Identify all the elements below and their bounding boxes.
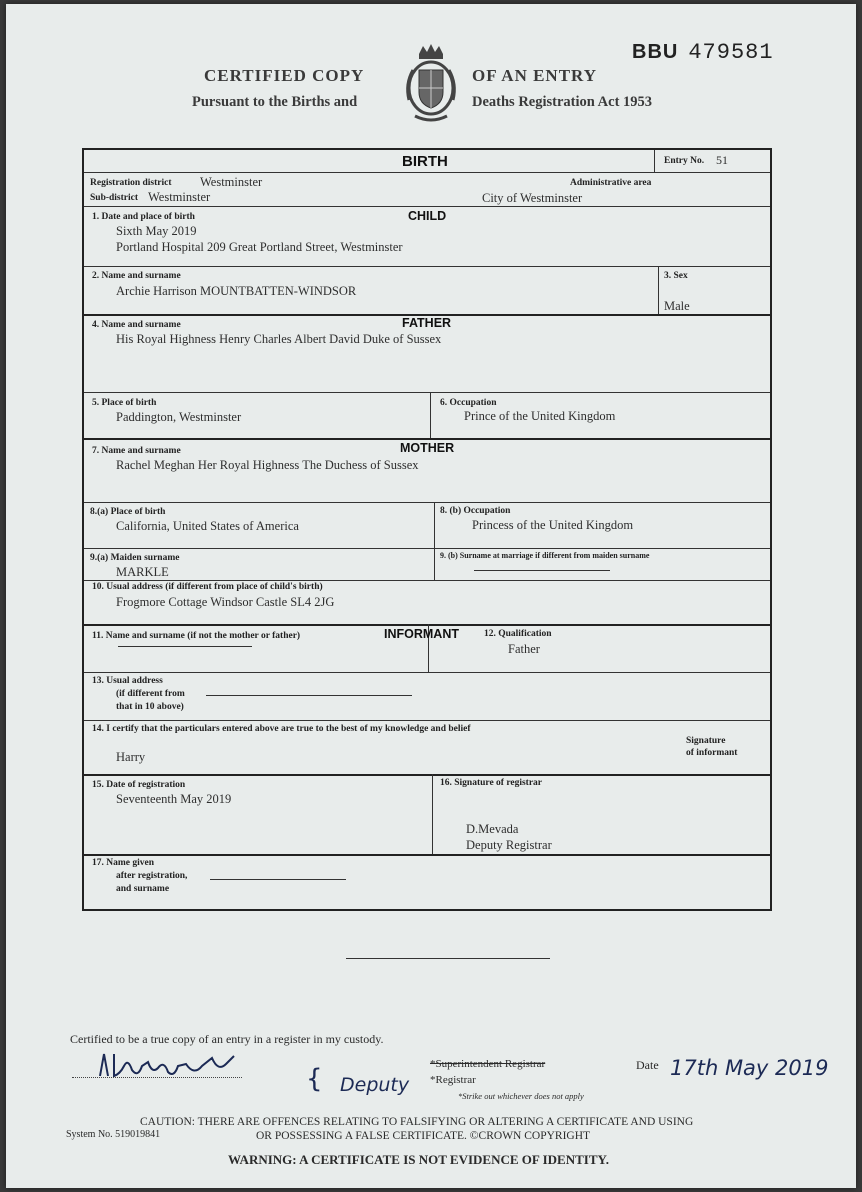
system-number: System No. 519019841 <box>66 1129 161 1140</box>
signature-informant-label-1: Signature <box>686 736 726 746</box>
field-17-label-2: after registration, <box>116 871 188 881</box>
caution-line-2: OR POSSESSING A FALSE CERTIFICATE. ©CROWN COPYRIGHT <box>256 1130 591 1142</box>
mother-name: Rachel Meghan Her Royal Highness The Duchess of Sussex <box>116 458 419 472</box>
field-13-label-2: (if different from <box>116 689 185 699</box>
field-13-label-3: that in 10 above) <box>116 702 184 712</box>
field-8b-label: 8. (b) Occupation <box>440 506 511 516</box>
title-right: OF AN ENTRY <box>472 66 598 85</box>
divider-line <box>346 958 550 959</box>
place-of-birth: Portland Hospital 209 Great Portland Street, Westminster <box>116 240 403 254</box>
signature-informant-label-2: of informant <box>686 748 738 758</box>
informant-heading: INFORMANT <box>384 627 459 641</box>
certified-text: Certified to be a true copy of an entry in a register in my custody. <box>70 1032 384 1046</box>
subtitle-right: Deaths Registration Act 1953 <box>472 94 653 110</box>
entry-number: 51 <box>716 153 728 167</box>
form-title: BIRTH <box>402 153 448 170</box>
field-7-label: 7. Name and surname <box>92 446 181 456</box>
serial-prefix: BBU <box>632 41 679 63</box>
sub-district: Westminster <box>148 190 211 204</box>
child-name: Archie Harrison MOUNTBATTEN-WINDSOR <box>116 284 357 298</box>
handwritten-deputy: Deputy <box>340 1074 410 1096</box>
field-1-label: 1. Date and place of birth <box>92 212 195 222</box>
father-place-of-birth: Paddington, Westminster <box>116 410 242 424</box>
field-14-label: 14. I certify that the particulars entered above are true to the best of my knowledge and belief <box>92 724 471 734</box>
superintendent-registrar: *Superintendent Registrar <box>430 1058 546 1070</box>
field-9a-label: 9.(a) Maiden surname <box>90 553 180 563</box>
admin-area: City of Westminster <box>482 191 583 205</box>
certifying-officer-signature <box>94 1048 244 1084</box>
field-17-label-3: and surname <box>116 884 170 894</box>
field-16-label: 16. Signature of registrar <box>440 778 543 788</box>
mother-heading: MOTHER <box>400 441 455 455</box>
caution-line-1: CAUTION: THERE ARE OFFENCES RELATING TO FALSIFYING OR ALTERING A CERTIFICATE AND USING <box>140 1116 694 1128</box>
registrar-title: Deputy Registrar <box>466 838 552 852</box>
date-label: Date <box>636 1058 659 1072</box>
identity-warning: WARNING: A CERTIFICATE IS NOT EVIDENCE OF IDENTITY. <box>228 1152 609 1167</box>
royal-crest-icon <box>401 40 461 124</box>
registration-district-label: Registration district <box>90 178 172 188</box>
father-occupation: Prince of the United Kingdom <box>464 409 616 423</box>
subtitle-left: Pursuant to the Births and <box>192 94 358 110</box>
field-10-label: 10. Usual address (if different from place of child's birth) <box>92 582 323 592</box>
registrar-option: *Registrar <box>430 1074 476 1086</box>
child-heading: CHILD <box>408 209 447 223</box>
birth-entry-form <box>82 148 772 911</box>
title-left: CERTIFIED COPY <box>204 66 365 85</box>
certificate-paper <box>6 4 856 1188</box>
handwritten-date: 17th May 2019 <box>670 1056 829 1080</box>
date-of-birth: Sixth May 2019 <box>116 224 197 238</box>
field-8a-label: 8.(a) Place of birth <box>90 507 166 517</box>
mother-place-of-birth: California, United States of America <box>116 519 299 533</box>
field-12-label: 12. Qualification <box>484 629 552 639</box>
father-heading: FATHER <box>402 316 452 330</box>
sub-district-label: Sub-district <box>90 193 139 203</box>
field-9b-label: 9. (b) Surname at marriage if different from maiden surname <box>440 551 650 560</box>
admin-area-label: Administrative area <box>570 178 652 188</box>
field-17-label-1: 17. Name given <box>92 858 155 868</box>
child-sex: Male <box>664 299 690 313</box>
field-13-label-1: 13. Usual address <box>92 676 163 686</box>
field-3-label: 3. Sex <box>664 271 688 281</box>
certificate-serial <box>632 40 774 65</box>
field-6-label: 6. Occupation <box>440 398 497 408</box>
serial-number: 479581 <box>688 40 774 65</box>
field-15-label: 15. Date of registration <box>92 780 186 790</box>
field-2-label: 2. Name and surname <box>92 271 181 281</box>
registration-district: Westminster <box>200 175 263 189</box>
father-name: His Royal Highness Henry Charles Albert David Duke of Sussex <box>116 332 442 346</box>
entry-label: Entry No. <box>664 156 705 166</box>
qualification: Father <box>508 642 540 656</box>
field-11-label: 11. Name and surname (if not the mother or father) <box>92 631 301 641</box>
registrar-name: D.Mevada <box>466 822 519 836</box>
field-4-label: 4. Name and surname <box>92 320 181 330</box>
deputy-brace: { <box>306 1064 323 1094</box>
strike-note: *Strike out whichever does not apply <box>458 1091 584 1101</box>
field-5-label: 5. Place of birth <box>92 398 157 408</box>
informant-signature: Harry <box>116 750 146 764</box>
mother-occupation: Princess of the United Kingdom <box>472 518 634 532</box>
usual-address: Frogmore Cottage Windsor Castle SL4 2JG <box>116 595 335 609</box>
maiden-surname: MARKLE <box>116 565 169 579</box>
date-of-registration: Seventeenth May 2019 <box>116 792 232 806</box>
